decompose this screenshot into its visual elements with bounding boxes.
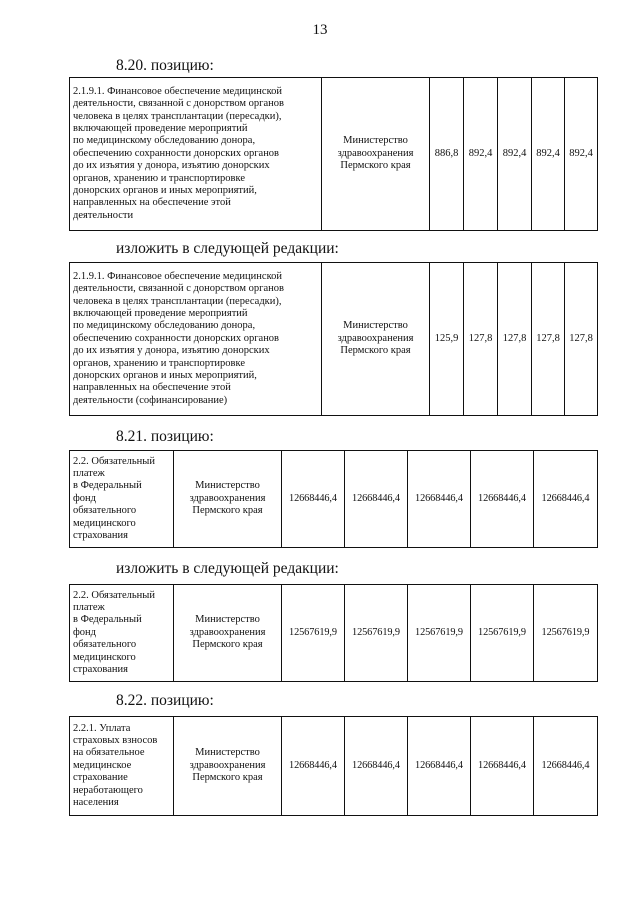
value-cell: 12668446,4 xyxy=(534,451,598,548)
value-cell: 12668446,4 xyxy=(408,717,471,816)
value-cell: 12668446,4 xyxy=(471,451,534,548)
ministry-cell: Министерство здравоохранения Пермского края xyxy=(322,78,430,231)
ministry-cell: Министерство здравоохранения Пермского края xyxy=(174,585,282,682)
section-heading-redaction-2: изложить в следующей редакции: xyxy=(116,560,339,577)
value-cell: 12668446,4 xyxy=(345,451,408,548)
section-heading-8-21: 8.21. позицию: xyxy=(116,428,214,445)
value-cell: 892,4 xyxy=(464,78,498,231)
position-description: 2.1.9.1. Финансовое обеспечение медицинской деятельности, связанной с донорством органов человека в целях трансплантации (пересадки), включающей проведение мероприятий по медицинскому обследованию донора, обеспечению сохранности донорских органов до их изъятия у донора, изъятию донорских органов, хранению и транспортировке донорских органов и иных мероприятий, направленных на обеспечение этой деятельности (софинансирование) xyxy=(70,263,322,416)
ministry-cell: Министерство здравоохранения Пермского края xyxy=(174,451,282,548)
table-row xyxy=(70,451,598,548)
ministry-cell: Министерство здравоохранения Пермского края xyxy=(322,263,430,416)
section-heading-8-22: 8.22. позицию: xyxy=(116,692,214,709)
value-cell: 127,8 xyxy=(532,263,565,416)
value-cell: 12567619,9 xyxy=(534,585,598,682)
table-8-20-new xyxy=(69,262,598,416)
table-8-22 xyxy=(69,716,598,816)
value-cell: 12668446,4 xyxy=(282,451,345,548)
position-description: 2.2. Обязательный платеж в Федеральный фонд обязательного медицинского страхования xyxy=(70,585,174,682)
page-number: 13 xyxy=(312,22,328,38)
table-8-21 xyxy=(69,450,598,548)
table-row xyxy=(70,78,598,231)
table-row xyxy=(70,585,598,682)
section-heading-redaction-1: изложить в следующей редакции: xyxy=(116,240,339,257)
table-row xyxy=(70,717,598,816)
section-heading-8-20: 8.20. позицию: xyxy=(116,57,214,74)
position-description: 2.2. Обязательный платеж в Федеральный фонд обязательного медицинского страхования xyxy=(70,451,174,548)
value-cell: 127,8 xyxy=(565,263,598,416)
table-8-20 xyxy=(69,77,598,231)
position-description: 2.2.1. Уплата страховых взносов на обязательное медицинское страхование неработающего населения xyxy=(70,717,174,816)
value-cell: 127,8 xyxy=(464,263,498,416)
ministry-cell: Министерство здравоохранения Пермского края xyxy=(174,717,282,816)
value-cell: 886,8 xyxy=(430,78,464,231)
value-cell: 892,4 xyxy=(532,78,565,231)
value-cell: 12567619,9 xyxy=(471,585,534,682)
table-row xyxy=(70,263,598,416)
value-cell: 12668446,4 xyxy=(345,717,408,816)
value-cell: 12567619,9 xyxy=(408,585,471,682)
value-cell: 12567619,9 xyxy=(345,585,408,682)
value-cell: 12668446,4 xyxy=(534,717,598,816)
value-cell: 12668446,4 xyxy=(282,717,345,816)
value-cell: 12668446,4 xyxy=(471,717,534,816)
value-cell: 892,4 xyxy=(565,78,598,231)
position-description: 2.1.9.1. Финансовое обеспечение медицинской деятельности, связанной с донорством органов человека в целях трансплантации (пересадки), включающей проведение мероприятий по медицинскому обследованию донора, обеспечению сохранности донорских органов до их изъятия у донора, изъятию донорских органов, хранению и транспортировке донорских органов и иных мероприятий, направленных на обеспечение этой деятельности xyxy=(70,78,322,231)
value-cell: 892,4 xyxy=(498,78,532,231)
table-8-21-new xyxy=(69,584,598,682)
value-cell: 125,9 xyxy=(430,263,464,416)
value-cell: 12668446,4 xyxy=(408,451,471,548)
value-cell: 12567619,9 xyxy=(282,585,345,682)
value-cell: 127,8 xyxy=(498,263,532,416)
